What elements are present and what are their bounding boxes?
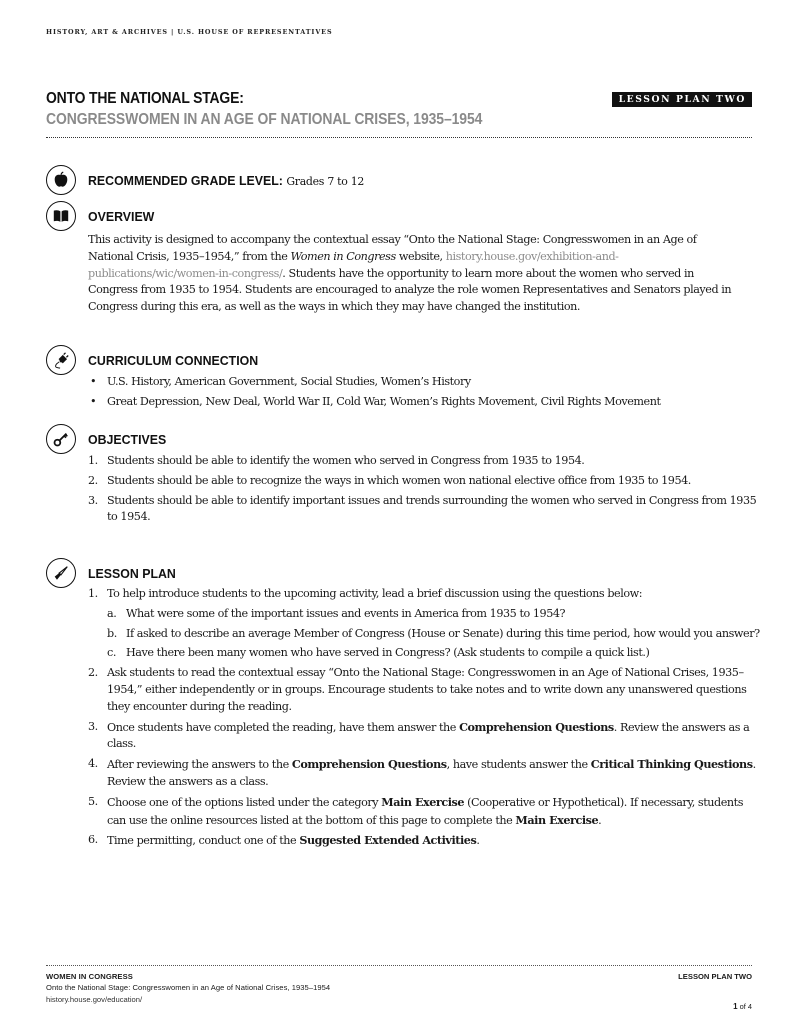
objectives-section <box>46 424 756 549</box>
objective-text: Students should be able to identify the women who served in Congress from 1935 to 1954. <box>107 454 585 467</box>
step-text: . <box>476 834 480 848</box>
discussion-question <box>107 645 760 662</box>
list-number: 5. <box>88 794 98 808</box>
pen-nib-icon <box>46 558 76 588</box>
page-footer <box>46 972 752 1011</box>
objectives-heading: OBJECTIVES <box>88 432 167 447</box>
page-title: ONTO THE NATIONAL STAGE: <box>46 90 244 107</box>
lesson-step-6 <box>88 832 760 850</box>
overview-text <box>88 232 738 316</box>
footer-series: WOMEN IN CONGRESS <box>46 972 133 981</box>
question-text: What were some of the important issues and events in America from 1935 to 1954? <box>126 606 566 620</box>
list-item <box>88 473 760 490</box>
question-text: If asked to describe an average Member of Congress (House or Senate) during this time period, how would you answer? <box>126 626 760 640</box>
org-header: HISTORY, ART & ARCHIVES | U.S. HOUSE OF REPRESENTATIVES <box>46 28 333 36</box>
step-emphasis: Main Exercise <box>515 812 599 827</box>
step-text: . Review the answers as a class. <box>107 720 750 751</box>
apple-icon <box>46 165 76 195</box>
grade-level-section <box>46 165 756 197</box>
plug-icon <box>46 345 76 375</box>
overview-text-part: This activity is designed to accompany the contextual essay “Onto the National Stage: Congresswomen in an Age of National Crisis, 1935–1954,” from the <box>88 233 697 263</box>
objective-text: Students should be able to recognize the ways in which women won national elective office from 1935 to 1954. <box>107 473 691 487</box>
title-block <box>46 90 752 129</box>
list-item <box>88 493 760 527</box>
lesson-plan-steps <box>88 586 760 853</box>
discussion-question <box>107 606 760 623</box>
lesson-plan-heading: LESSON PLAN <box>88 566 176 581</box>
page-current: 1 <box>733 1002 738 1011</box>
footer-lesson-label: LESSON PLAN TWO <box>678 972 752 981</box>
step-text: Once students have completed the reading, have them answer the <box>107 720 460 734</box>
overview-section <box>46 201 756 336</box>
step-text: Choose one of the options listed under the category <box>107 795 382 809</box>
page-total: of 4 <box>737 1002 752 1011</box>
footer-title: Onto the National Stage: Congresswomen in an Age of National Crises, 1935–1954 <box>46 983 331 992</box>
list-letter: c. <box>107 646 116 660</box>
lesson-step-2 <box>88 665 760 715</box>
lesson-step-5 <box>88 794 760 830</box>
step-emphasis: Comprehension Questions <box>291 757 447 772</box>
book-icon <box>46 201 76 231</box>
page-subtitle: CONGRESSWOMEN IN AN AGE OF NATIONAL CRISES, 1935–1954 <box>46 111 483 128</box>
list-number: 3. <box>88 719 98 733</box>
list-number: 2. <box>88 666 98 680</box>
overview-heading: OVERVIEW <box>88 209 155 224</box>
list-number: 2. <box>88 473 98 487</box>
footer-divider <box>46 965 752 966</box>
publication-title: Women in Congress <box>290 249 396 263</box>
step-text: To help introduce students to the upcoming activity, lead a brief discussion using the questions below: <box>107 587 643 600</box>
lesson-step-3 <box>88 719 760 754</box>
footer-url[interactable]: history.house.gov/education/ <box>46 995 143 1004</box>
objective-text: Students should be able to identify important issues and trends surrounding the women who served in Congress from 1935 to 1954. <box>107 493 757 524</box>
page-number <box>733 1002 752 1011</box>
grade-level-label: RECOMMENDED GRADE LEVEL: <box>88 173 283 188</box>
lesson-plan-section <box>46 558 760 888</box>
step-text: (Cooperative or Hypothetical). If necessary, students can use the online resources listed at the bottom of this page to complete the <box>107 795 743 827</box>
women-in-congress-link[interactable]: history.house.gov/exhibition-and-publications/wic/women-in-congress/ <box>88 249 619 280</box>
list-item <box>88 374 760 391</box>
list-letter: a. <box>107 606 117 620</box>
curriculum-heading: CURRICULUM CONNECTION <box>88 353 259 368</box>
list-number: 4. <box>88 757 98 771</box>
lesson-step-4 <box>88 756 760 791</box>
overview-text-part: website, <box>395 249 446 263</box>
overview-text-part: . Students have the opportunity to learn more about the women who served in Congress from 1935 to 1954. Students are encouraged to analyze the role women Representatives and Senators played in Congress during this era, as well as the ways in which they may have changed the institution. <box>88 266 732 314</box>
objectives-list <box>88 453 760 529</box>
header-divider <box>46 137 752 138</box>
step-text: , have students answer the <box>446 758 591 772</box>
curriculum-item: Great Depression, New Deal, World War II, Cold War, Women’s Rights Movement, Civil Rights Movement <box>107 394 661 408</box>
list-number: 1. <box>88 454 98 467</box>
list-letter: b. <box>107 626 117 640</box>
step-text: Time permitting, conduct one of the <box>107 834 300 848</box>
step-text: . Review the answers as a class. <box>107 758 756 788</box>
step-text: Ask students to read the contextual essay “Onto the National Stage: Congresswomen in an Age of National Crises, 1935–1954,” either independently or in groups. Encourage students to take notes and to write down any unanswered questions they encounter during the reading. <box>107 666 747 713</box>
step-emphasis: Critical Thinking Questions <box>590 757 753 772</box>
list-item <box>88 394 760 411</box>
list-number: 3. <box>88 493 98 507</box>
lesson-step-1 <box>88 586 760 662</box>
step-text: . <box>598 813 602 827</box>
step-text: After reviewing the answers to the <box>107 758 292 772</box>
curriculum-item: U.S. History, American Government, Social Studies, Women’s History <box>107 375 471 388</box>
question-text: Have there been many women who have served in Congress? (Ask students to compile a quick list.) <box>126 646 650 660</box>
curriculum-section <box>46 345 756 420</box>
step-emphasis: Comprehension Questions <box>459 719 614 734</box>
key-icon <box>46 424 76 454</box>
bullet: • <box>90 375 97 388</box>
curriculum-list <box>88 374 760 414</box>
discussion-questions <box>107 606 760 662</box>
grade-level-heading <box>88 173 364 188</box>
bullet: • <box>90 394 97 408</box>
discussion-question <box>107 626 760 643</box>
step-emphasis: Suggested Extended Activities <box>299 833 477 848</box>
list-number: 6. <box>88 833 98 847</box>
step-emphasis: Main Exercise <box>381 794 465 809</box>
list-number: 1. <box>88 587 98 600</box>
grade-level-value: Grades 7 to 12 <box>286 174 365 188</box>
list-item <box>88 453 760 470</box>
lesson-plan-badge: LESSON PLAN TWO <box>612 92 752 107</box>
